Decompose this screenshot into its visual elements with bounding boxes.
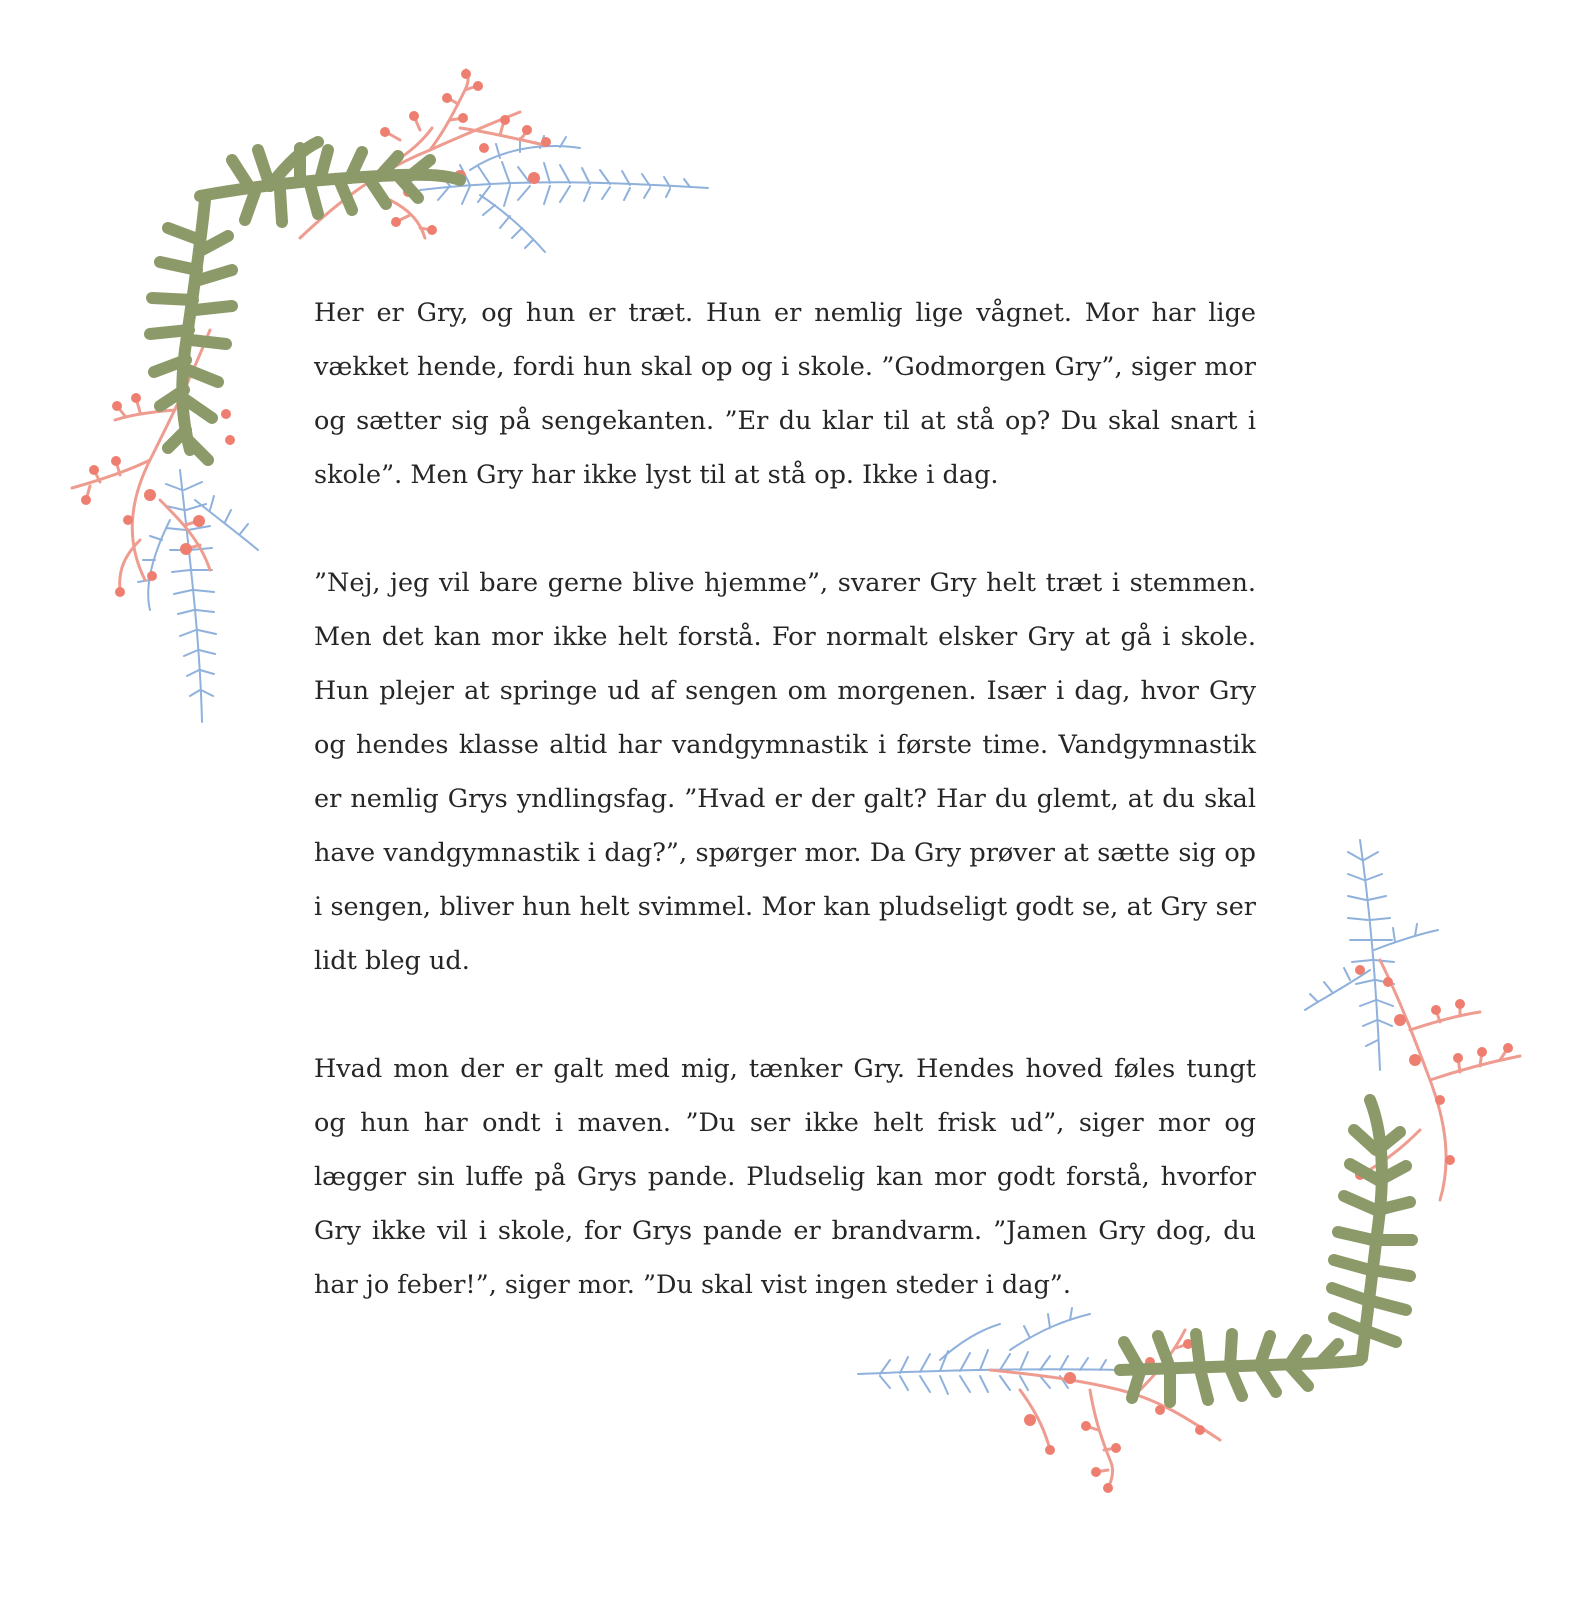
coral-branch-bottom: [990, 1330, 1220, 1488]
story-paragraph-3: Hvad mon der er galt med mig, tænker Gry. Hendes hoved føles tungt og hun har ondt i maven. ”Du ser ikke helt frisk ud”, siger mor og lægger sin luffe på Grys pande. Pludselig kan mor godt forstå, hvorfor Gry ikke vil i skole, for Grys pande er brandvarm. ”Jamen Gry dog, du har jo feber!”, siger mor. ”Du skal vist ingen steder i dag”.: [314, 1054, 1256, 1300]
green-branch-left: [150, 200, 232, 460]
story-paragraph-2: ”Nej, jeg vil bare gerne blive hjemme”, svarer Gry helt træt i stemmen. Men det kan mor ikke helt forstå. For normalt elsker Gry at gå i skole. Hun plejer at springe ud af sengen om morgenen. Især i dag, hvor Gry og hendes klasse altid har vandgymnastik i første time. Vandgymnastik er nemlig Grys yndlingsfag. ”Hvad er der galt? Har du glemt, at du skal have vandgymnastik i dag?”, spørger mor. Da Gry prøver at sætte sig op i sengen, bliver hun helt svimmel. Mor kan pludseligt godt se, at Gry ser lidt bleg ud.: [314, 568, 1256, 976]
green-branch-bottom: [1120, 1334, 1360, 1402]
green-branch-right: [1332, 1100, 1412, 1358]
story-paragraph-1: Her er Gry, og hun er træt. Hun er nemlig lige vågnet. Mor har lige vækket hende, fordi hun skal op og i skole. ”Godmorgen Gry”, siger mor og sætter sig på sengekanten. ”Er du klar til at stå op? Du skal snart i skole”. Men Gry har ikke lyst til at stå op. Ikke i dag.: [314, 298, 1256, 490]
story-text: [314, 286, 1256, 1312]
blue-branch-vertical: [138, 470, 258, 722]
coral-branch-top: [300, 70, 545, 238]
blue-branch-vertical: [1305, 840, 1438, 1070]
blue-branch-horizontal: [420, 136, 708, 252]
